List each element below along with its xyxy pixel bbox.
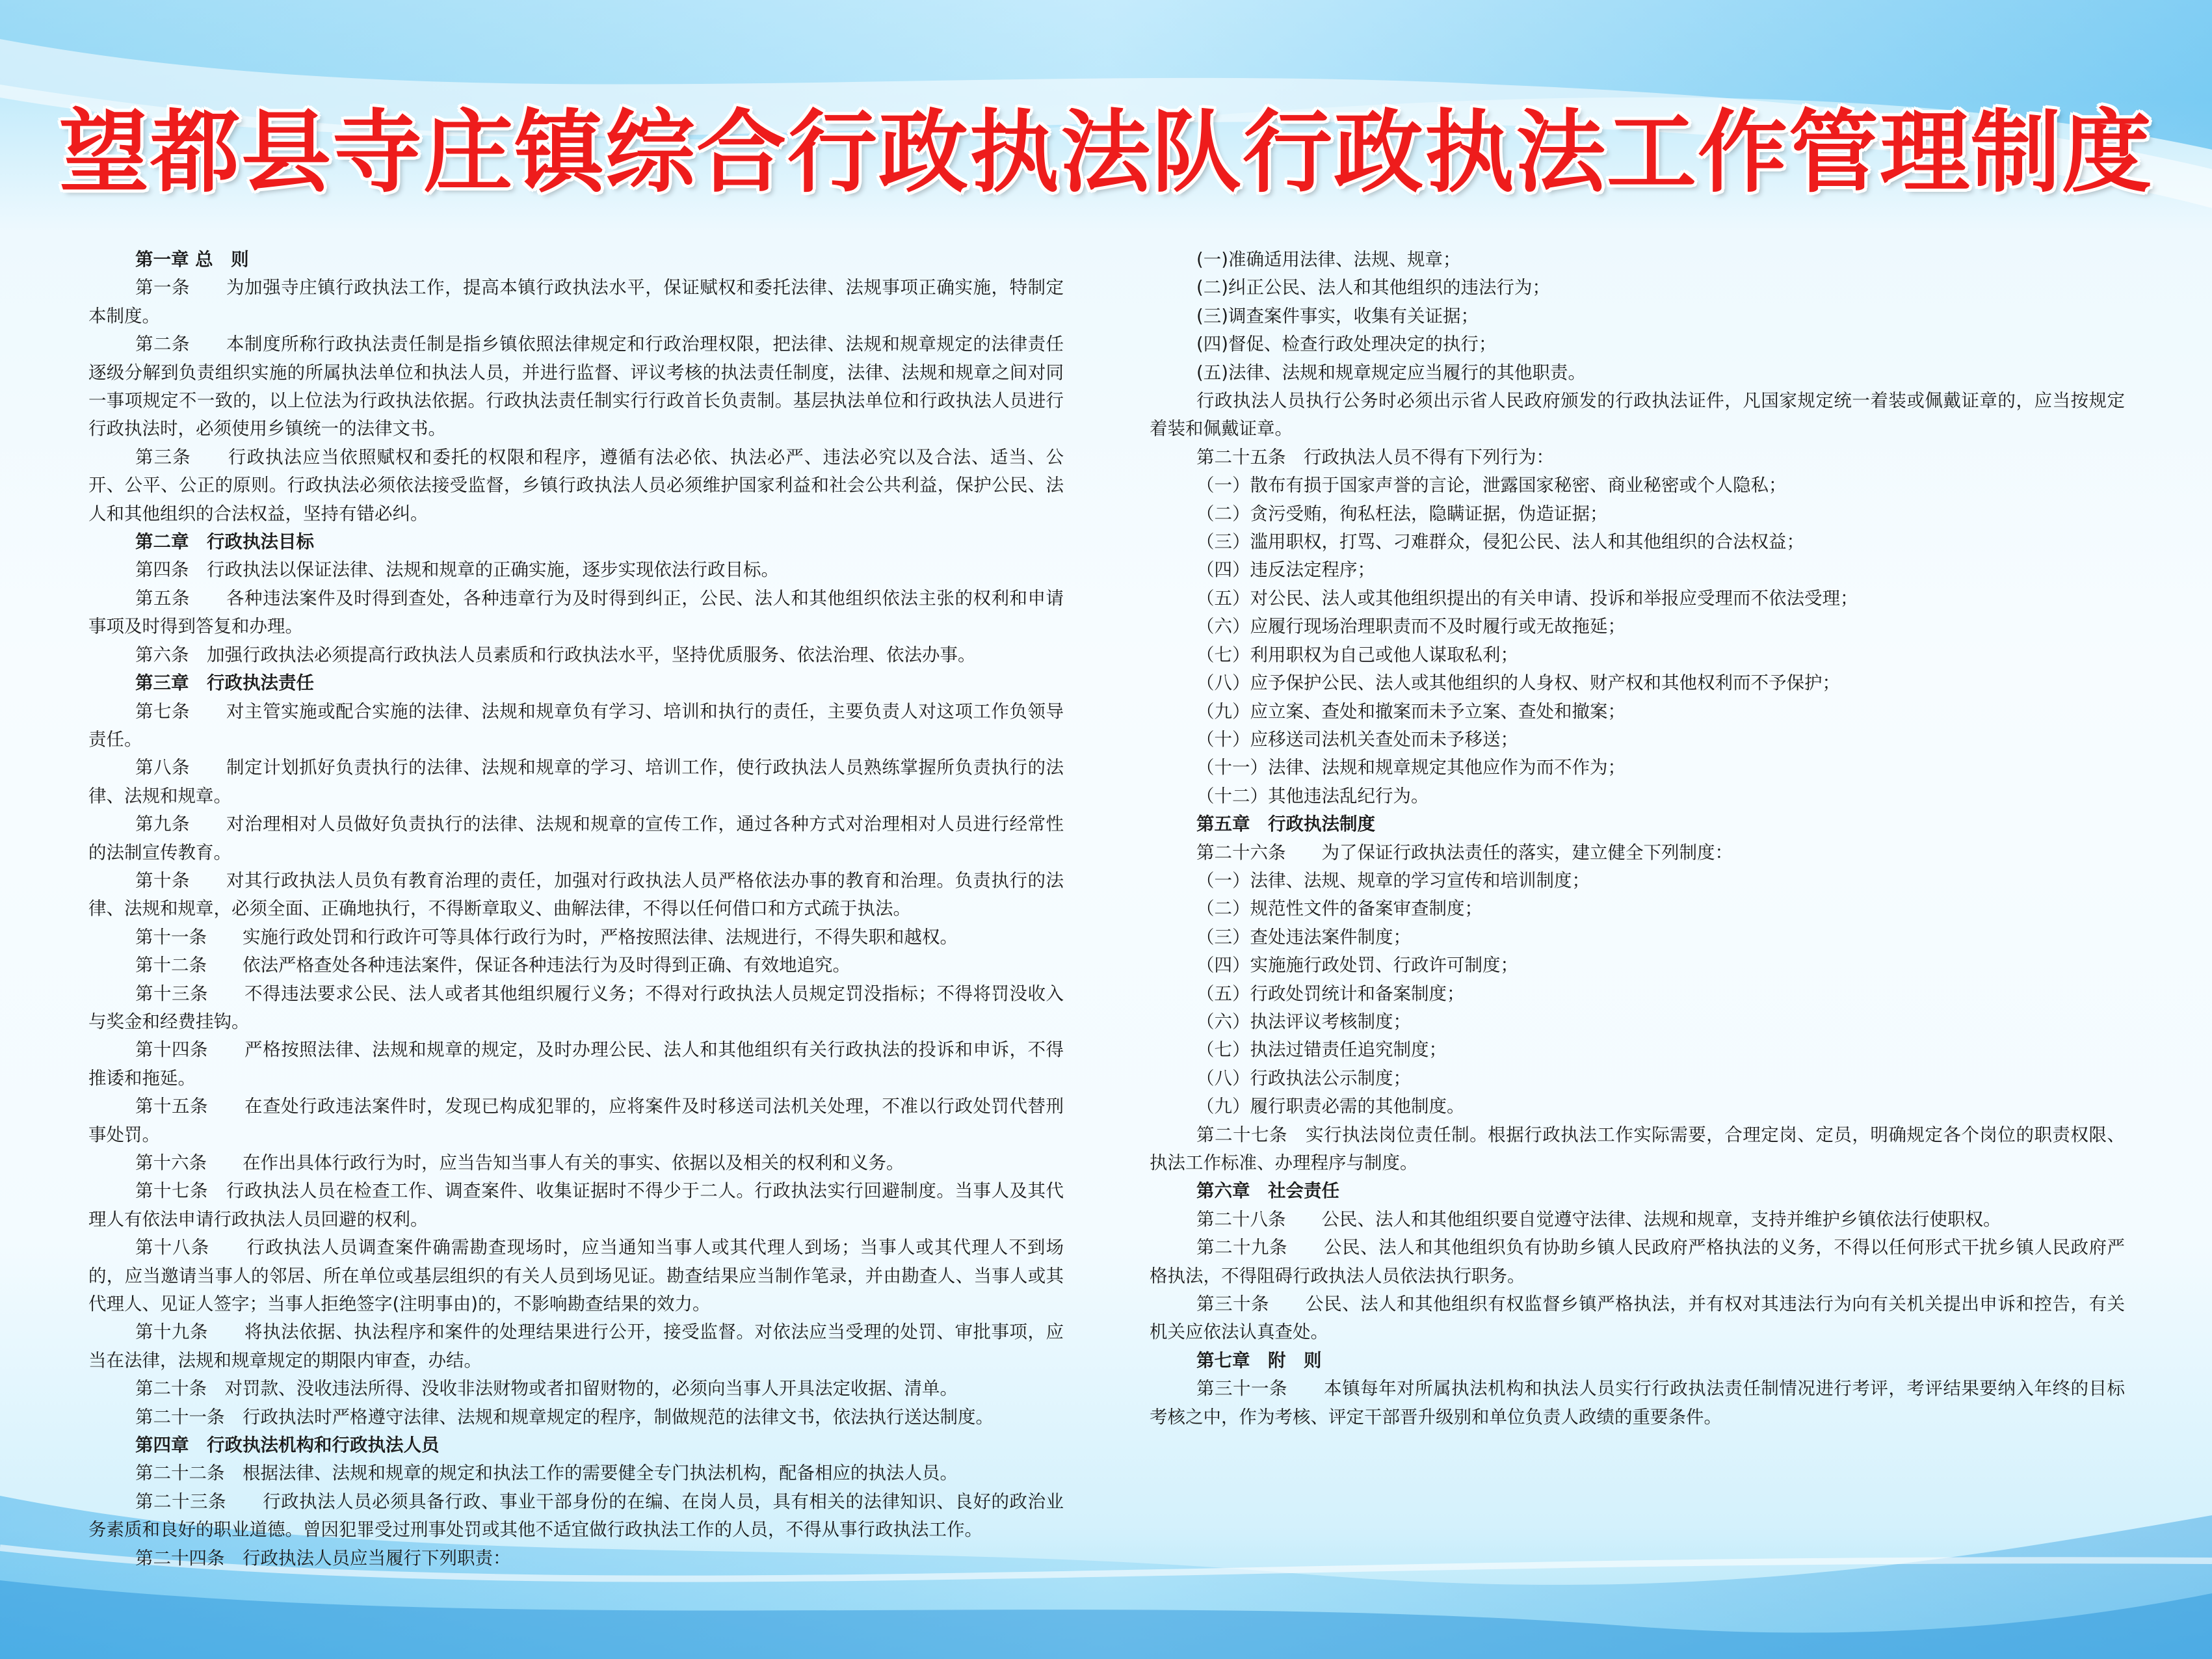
list-item: (四)督促、检查行政处理决定的执行；	[1196, 334, 1497, 355]
list-item: （二）贪污受贿，徇私枉法，隐瞒证据，伪造证据；	[1196, 503, 1608, 524]
list-item: （七）利用职权为自己或他人谋取私利；	[1196, 644, 1518, 665]
list-item: （三）滥用职权，打骂、刁难群众，侵犯公民、法人和其他组织的合法权益；	[1196, 531, 1804, 553]
list-item: （二）规范性文件的备案审查制度；	[1196, 898, 1482, 920]
list-item: （十）应移送司法机关查处而未予移送；	[1196, 728, 1518, 750]
article-paragraph: 第五条 各种违法案件及时得到查处，各种违章行为及时得到纠正，公民、法人和其他组织依法主张的权利和申请事项及时得到答复和办理。	[88, 587, 1064, 637]
list-item: （九）履行职责必需的其他制度。	[1196, 1096, 1465, 1117]
article-paragraph: 第二条 本制度所称行政执法责任制是指乡镇依照法律规定和行政治理权限，把法律、法规和规章规定的法律责任逐级分解到负责组织实施的所属执法单位和执法人员，并进行监督、评议考核的执法责任制度，法律、法规和规章之间对同一事项规定不一致的，以上位法为行政执法依据。行政执法责任制实行行政首长负责制。基层执法单位和行政执法人员进行行政执法时，必须使用乡镇统一的法律文书。	[88, 334, 1064, 440]
list-item: (五)法律、法规和规章规定应当履行的其他职责。	[1196, 362, 1586, 383]
article-paragraph: 第九条 对治理相对人员做好负责执行的法律、法规和规章的宣传工作，通过各种方式对治理相对人员进行经常性的法制宣传教育。	[88, 814, 1064, 863]
article-paragraph: 第二十九条 公民、法人和其他组织负有协助乡镇人民政府严格执法的义务，不得以任何形式干扰乡镇人民政府严格执法，不得阻碍行政执法人员依法执行职务。	[1150, 1237, 2125, 1286]
article-paragraph: 第四条 行政执法以保证法律、法规和规章的正确实施，逐步实现依法行政目标。	[135, 559, 779, 581]
article-paragraph: 行政执法人员执行公务时必须出示省人民政府颁发的行政执法证件，凡国家规定统一着装或佩戴证章的，应当按规定着装和佩戴证章。	[1150, 390, 2125, 440]
article-paragraph: 第十条 对其行政执法人员负有教育治理的责任，加强对行政执法人员严格依法办事的教育和治理。负责执行的法律、法规和规章，必须全面、正确地执行，不得断章取义、曲解法律，不得以任何借口和方式疏于执法。	[88, 869, 1064, 920]
chapter-heading: 第二章 行政执法目标	[135, 531, 314, 553]
article-paragraph: 第七条 对主管实施或配合实施的法律、法规和规章负有学习、培训和执行的责任，主要负责人对这项工作负领导责任。	[88, 700, 1064, 750]
article-paragraph: 第十七条 行政执法人员在检查工作、调查案件、收集证据时不得少于二人。行政执法实行回避制度。当事人及其代理人有依法申请行政执法人员回避的权利。	[88, 1180, 1064, 1230]
article-paragraph: 第二十四条 行政执法人员应当履行下列职责：	[135, 1547, 511, 1569]
article-paragraph: 第十三条 不得违法要求公民、法人或者其他组织履行义务；不得对行政执法人员规定罚没指标；不得将罚没收入与奖金和经费挂钩。	[88, 983, 1064, 1032]
article-paragraph: 第二十三条 行政执法人员必须具备行政、事业干部身份的在编、在岗人员，具有相关的法律知识、良好的政治业务素质和良好的职业道德。曾因犯罪受过刑事处罚或其他不适宜做行政执法工作的人员，不得从事行政执法工作。	[88, 1491, 1064, 1541]
list-item: （一）法律、法规、规章的学习宣传和培训制度；	[1196, 869, 1590, 891]
article-paragraph: 第二十五条 行政执法人员不得有下列行为：	[1196, 446, 1554, 468]
article-paragraph: 第一条 为加强寺庄镇行政执法工作，提高本镇行政执法水平，保证赋权和委托法律、法规事项正确实施，特制定本制度。	[88, 277, 1064, 326]
list-item: （四）实施施行政处罚、行政许可制度；	[1196, 955, 1518, 976]
list-item: （四）违反法定程序；	[1196, 559, 1375, 581]
article-paragraph: 第三条 行政执法应当依照赋权和委托的权限和程序，遵循有法必依、执法必严、违法必究以及合法、适当、公开、公平、公正的原则。行政执法必须依法接受监督，乡镇行政执法人员必须维护国家利益和社会公共利益，保护公民、法人和其他组织的合法权益，坚持有错必纠。	[88, 446, 1064, 524]
article-paragraph: 第十六条 在作出具体行政行为时，应当告知当事人有关的事实、依据以及相关的权利和义务。	[135, 1152, 904, 1173]
article-paragraph: 第十一条 实施行政处罚和行政许可等具体行政行为时，严格按照法律、法规进行，不得失职和越权。	[135, 926, 958, 948]
article-paragraph: 第三十一条 本镇每年对所属执法机构和执法人员实行行政执法责任制情况进行考评，考评结果要纳入年终的目标考核之中，作为考核、评定干部晋升级别和单位负责人政绩的重要条件。	[1150, 1378, 2125, 1427]
list-item: (二)纠正公民、法人和其他组织的违法行为；	[1196, 277, 1550, 299]
list-item: （五）对公民、法人或其他组织提出的有关申请、投诉和举报应受理而不依法受理；	[1196, 587, 1858, 609]
list-item: （六）应履行现场治理职责而不及时履行或无故拖延；	[1196, 616, 1626, 637]
right-column	[1150, 246, 2125, 1431]
article-paragraph: 第二十七条 实行执法岗位责任制。根据行政执法工作实际需要，合理定岗、定员，明确规定各个岗位的职责权限、执法工作标准、办理程序与制度。	[1150, 1124, 2125, 1173]
article-paragraph: 第十五条 在查处行政违法案件时，发现已构成犯罪的，应将案件及时移送司法机关处理，不准以行政处罚代替刑事处罚。	[88, 1096, 1064, 1145]
list-item: （八）应予保护公民、法人或其他组织的人身权、财产权和其他权利而不予保护；	[1196, 672, 1840, 694]
article-paragraph: 第八条 制定计划抓好负责执行的法律、法规和规章的学习、培训工作，使行政执法人员熟练掌握所负责执行的法律、法规和规章。	[88, 757, 1064, 806]
article-paragraph: 第六条 加强行政执法必须提高行政执法人员素质和行政执法水平，坚持优质服务、依法治理、依法办事。	[135, 644, 976, 665]
chapter-heading: 第五章 行政执法制度	[1196, 814, 1375, 835]
chapter-heading: 第六章 社会责任	[1196, 1180, 1339, 1202]
article-paragraph: 第十八条 行政执法人员调查案件确需勘查现场时，应当通知当事人或其代理人到场；当事人或其代理人不到场的，应当邀请当事人的邻居、所在单位或基层组织的有关人员到场见证。勘查结果应当制作笔录，并由勘查人、当事人或其代理人、见证人签字；当事人拒绝签字(注明事由)的，不影响勘查结果的效力。	[88, 1237, 1064, 1315]
list-item: （十一）法律、法规和规章规定其他应作为而不作为；	[1196, 757, 1626, 778]
article-paragraph: 第二十二条 根据法律、法规和规章的规定和执法工作的需要健全专门执法机构，配备相应的执法人员。	[135, 1463, 958, 1484]
list-item: （三）查处违法案件制度；	[1196, 926, 1411, 948]
article-paragraph: 第二十一条 行政执法时严格遵守法律、法规和规章规定的程序，制做规范的法律文书，依法执行送达制度。	[135, 1406, 994, 1427]
article-paragraph: 第三十条 公民、法人和其他组织有权监督乡镇严格执法，并有权对其违法行为向有关机关提出申诉和控告，有关机关应依法认真查处。	[1150, 1294, 2125, 1343]
chapter-heading: 第三章 行政执法责任	[135, 672, 314, 694]
chapter-heading: 第四章 行政执法机构和行政执法人员	[135, 1435, 440, 1456]
article-paragraph: 第十二条 依法严格查处各种违法案件，保证各种违法行为及时得到正确、有效地追究。	[135, 955, 850, 976]
list-item: （一）散布有损于国家声誉的言论，泄露国家秘密、商业秘密或个人隐私；	[1196, 475, 1787, 496]
list-item: （九）应立案、查处和撤案而未予立案、查处和撤案；	[1196, 700, 1626, 722]
article-paragraph: 第二十六条 为了保证行政执法责任的落实，建立健全下列制度：	[1196, 842, 1733, 863]
article-paragraph: 第十九条 将执法依据、执法程序和案件的处理结果进行公开，接受监督。对依法应当受理的处罚、审批事项，应当在法律，法规和规章规定的期限内审查，办结。	[88, 1321, 1064, 1371]
left-column	[88, 246, 1064, 1573]
chapter-heading: 第七章 附 则	[1196, 1349, 1322, 1371]
list-item: (三)调查案件事实，收集有关证据；	[1196, 305, 1479, 326]
list-item: （八）行政执法公示制度；	[1196, 1067, 1411, 1089]
page-title: 望都县寺庄镇综合行政执法队行政执法工作管理制度	[59, 100, 2153, 205]
list-item: (一)准确适用法律、法规、规章；	[1196, 249, 1461, 270]
list-item: （十二）其他违法乱纪行为。	[1196, 785, 1429, 806]
article-paragraph: 第二十八条 公民、法人和其他组织要自觉遵守法律、法规和规章，支持并维护乡镇依法行使职权。	[1196, 1208, 2001, 1230]
chapter-heading: 第一章 总 则	[135, 249, 249, 270]
article-paragraph: 第二十条 对罚款、没收违法所得、没收非法财物或者扣留财物的，必须向当事人开具法定收据、清单。	[135, 1378, 958, 1400]
list-item: （五）行政处罚统计和备案制度；	[1196, 983, 1465, 1004]
list-item: （七）执法过错责任追究制度；	[1196, 1039, 1447, 1061]
list-item: （六）执法评议考核制度；	[1196, 1011, 1411, 1032]
article-paragraph: 第十四条 严格按照法律、法规和规章的规定，及时办理公民、法人和其他组织有关行政执法的投诉和申诉，不得推诿和拖延。	[88, 1039, 1064, 1089]
